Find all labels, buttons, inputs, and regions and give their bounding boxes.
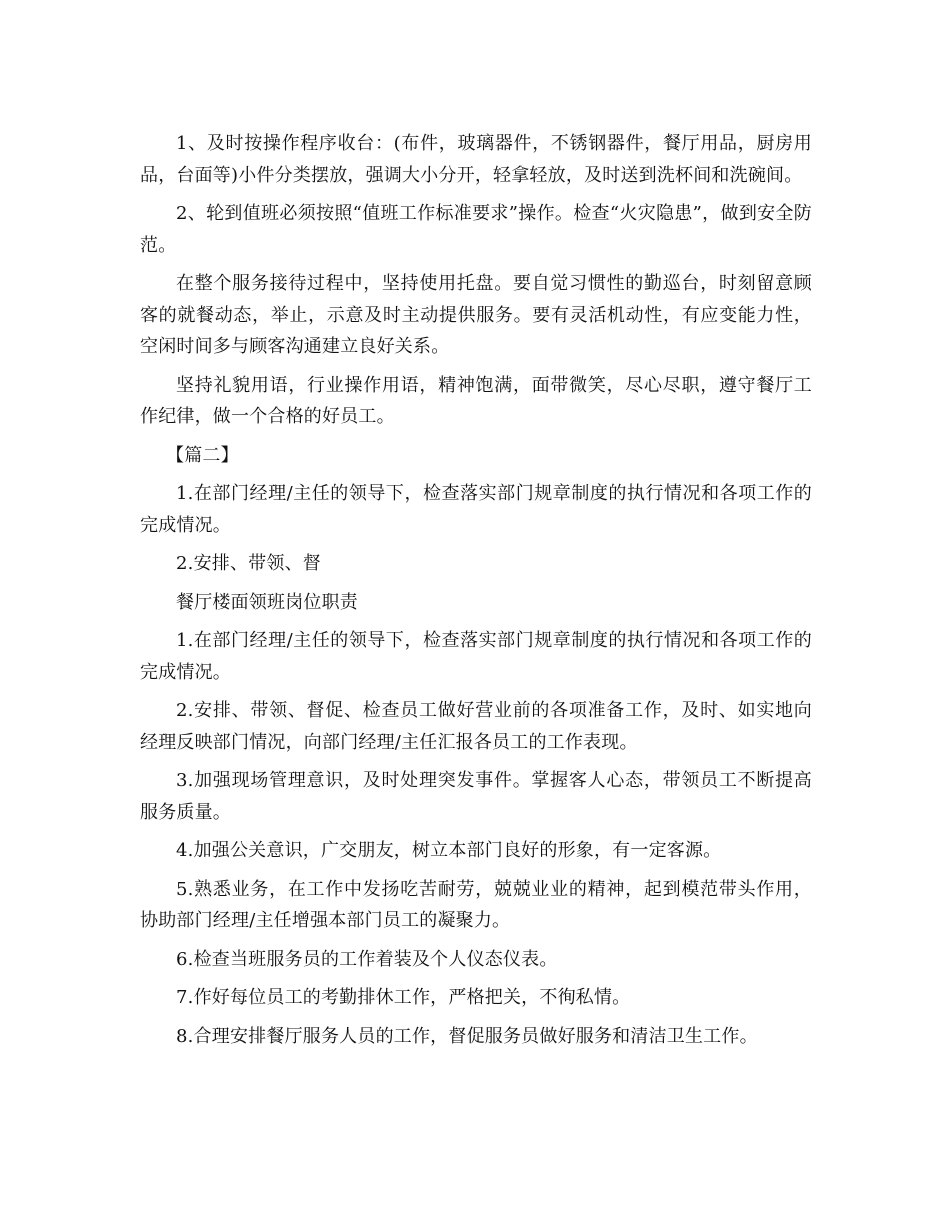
paragraph-courtesy: 坚持礼貌用语，行业操作用语，精神饱满，面带微笑，尽心尽职，遵守餐厅工作纪律，做一个合格的好员工。 [140, 374, 812, 427]
paragraph-floor-captain-title: 餐厅楼面领班岗位职责 [176, 591, 358, 613]
paragraph-duty-7: 7.作好每位员工的考勤排休工作，严格把关，不徇私情。 [176, 987, 631, 1008]
paragraph-duty-8: 8.合理安排餐厅服务人员的工作，督促服务员做好服务和清洁卫生工作。 [176, 1025, 758, 1047]
paragraph-duty-6: 6.检查当班服务员的工作着装及个人仪态仪表。 [176, 948, 558, 970]
paragraph-item-1: 1.在部门经理/主任的领导下，检查落实部门规章制度的执行情况和各项工作的完成情况。 [140, 483, 812, 536]
paragraph-duty-2: 2.安排、带领、督促、检查员工做好营业前的各项准备工作，及时、如实地向经理反映部门情况，向部门经理/主任汇报各员工的工作表现。 [140, 700, 812, 753]
paragraph-duty-shift: 2、轮到值班必须按照“值班工作标准要求”操作。检查“火灾隐患”，做到安全防范。 [140, 203, 812, 256]
paragraph-duty-3: 3.加强现场管理意识，及时处理突发事件。掌握客人心态，带领员工不断提高服务质量。 [140, 770, 812, 823]
paragraph-tray-service: 在整个服务接待过程中，坚持使用托盘。要自觉习惯性的勤巡台，时刻留意顾客的就餐动态，举止，示意及时主动提供服务。要有灵活机动性，有应变能力性，空闲时间多与顾客沟通建立良好关系。 [140, 273, 812, 357]
paragraph-clear-table: 1、及时按操作程序收台：(布件，玻璃器件，不锈钢器件，餐厅用品，厨房用品，台面等)小件分类摆放，强调大小分开，轻拿轻放，及时送到洗杯间和洗碗间。 [140, 133, 812, 186]
paragraph-item-2-fragment: 2.安排、带领、督 [176, 553, 321, 574]
paragraph-duty-1: 1.在部门经理/主任的领导下，检查落实部门规章制度的执行情况和各项工作的完成情况。 [140, 630, 812, 683]
paragraph-duty-4: 4.加强公关意识，广交朋友，树立本部门良好的形象，有一定客源。 [176, 840, 722, 861]
document-body [140, 128, 812, 1059]
paragraph-duty-5: 5.熟悉业务，在工作中发扬吃苦耐劳，兢兢业业的精神，起到模范带头作用，协助部门经理/主任增强本部门员工的凝聚力。 [140, 878, 812, 931]
section-heading-part-two: 【篇二】 [166, 444, 239, 466]
